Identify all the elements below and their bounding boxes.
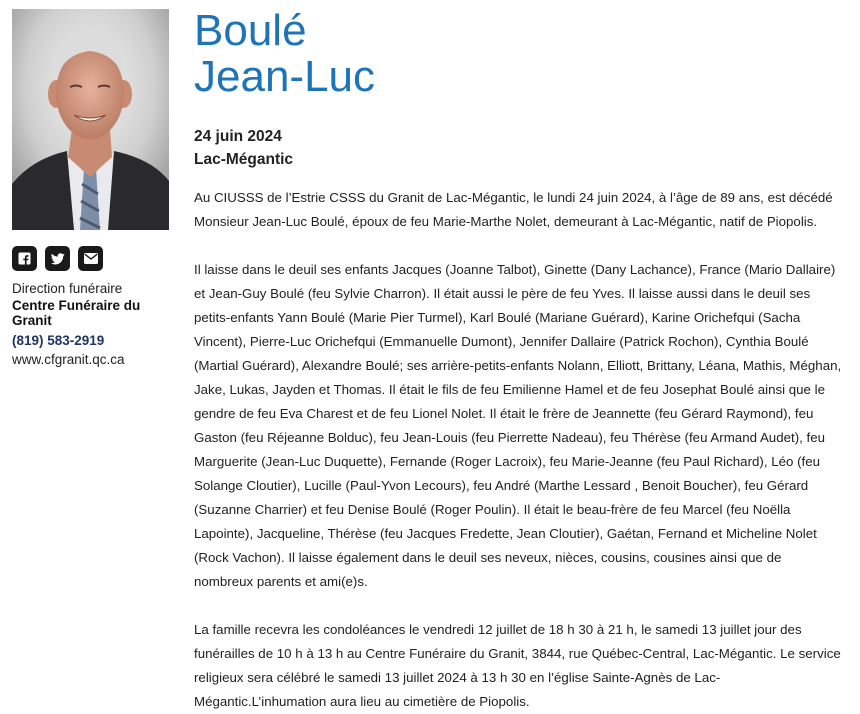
funeral-direction-label: Direction funéraire <box>12 281 123 296</box>
obituary-content <box>194 8 844 714</box>
email-share-button[interactable] <box>78 246 103 271</box>
social-share-bar <box>12 246 170 271</box>
deceased-first-name: Jean-Luc <box>194 52 376 101</box>
obituary-paragraph-death: Au CIUSSS de l’Estrie CSSS du Granit de Lac-Mégantic, le lundi 24 juin 2024, à l’âge de 89 ans, est décédé Monsieur Jean-Luc Boulé, époux de feu Marie-Marthe Nolet, demeurant à Lac-Mégantic, natif de Piopolis. <box>194 190 833 229</box>
funeral-home-website-link[interactable]: www.cfgranit.qc.ca <box>12 352 125 367</box>
obituary-paragraph-family: Il laisse dans le deuil ses enfants Jacques (Joanne Talbot), Ginette (Dany Lachance), France (Mario Dallaire) et Jean-Guy Boulé (feu Sylvie Charron). Il était aussi le père de feu Yves. Il laisse aussi dans le deuil ses petits-enfants Yann Boulé (Marie Pier Turmel), Karl Boulé (Mariane Guérard), Karine Orichefqui (Sacha Vincent), Pierre-Luc Orichefqui (Emmanuelle Dumont), Jennifer Dallaire (Patrick Rochon), Cynthia Boulé (Martial Guérard), Alexandre Boulé; ses arrière-petits-enfants Nolann, Elliott, Brittany, Léana, Mathis, Méghan, Jake, Lukas, Jayden et Thomas. Il était le fils de feu Emilienne Hamel et de feu Josephat Boulé ainsi que le gendre de feu Eva Charest et de feu Lionel Nolet. Il était le frère de Jeannette (feu Gérard Raymond), feu Gaston (feu Réjeanne Bolduc), feu Jean-Louis (feu Pierrette Nadeau), feu Thérèse (feu Armand Audet), feu Marguerite (Jean-Luc Duquette), Fernande (Roger Lacroix), feu Marie-Jeanne (feu Paul Richard), Léo (feu Solange Cloutier), Lucille (Paul-Yvon Lecours), feu André (Marthe Lessard , Benoit Boucher), feu Gérard (Suzanne Charrier) et feu Denise Boulé (Roger Poulin). Il était le beau-frère de feu Marcel (feu Noëlla Lapointe), Jacqueline, Thérèse (feu Jacques Fredette, Jean Cloutier), Gaétan, Fernand et Micheline Nolet (Rock Vachon). Il laisse également dans le deuil ses neveux, nièces, cousins, cousines ainsi que de nombreux parents et ami(e)s. <box>194 262 842 589</box>
deceased-name <box>194 8 844 100</box>
deceased-last-name: Boulé <box>194 6 307 55</box>
twitter-icon <box>51 253 65 265</box>
obituary-paragraph-funeral: La famille recevra les condoléances le vendredi 12 juillet de 18 h 30 à 21 h, le samedi 13 juillet jour des funérailles de 10 h à 13 h au Centre Funéraire du Granit, 3844, rue Québec-Central, Lac-Mégantic. Le service religieux sera célébré le samedi 13 juillet 2024 à 13 h 30 en l’église Sainte-Agnès de Lac-Mégantic.L’inhumation aura lieu au cimetière de Piopolis. <box>194 622 841 709</box>
portrait-photo <box>12 9 169 230</box>
death-date: 24 juin 2024 <box>194 128 282 145</box>
death-city: Lac-Mégantic <box>194 151 294 168</box>
email-icon <box>84 253 98 264</box>
funeral-home-phone-link[interactable]: (819) 583-2919 <box>12 333 105 348</box>
funeral-home-name: Centre Funéraire du Granit <box>12 298 141 328</box>
facebook-share-button[interactable] <box>12 246 37 271</box>
twitter-share-button[interactable] <box>45 246 70 271</box>
sidebar <box>12 9 170 369</box>
facebook-icon <box>18 252 31 265</box>
